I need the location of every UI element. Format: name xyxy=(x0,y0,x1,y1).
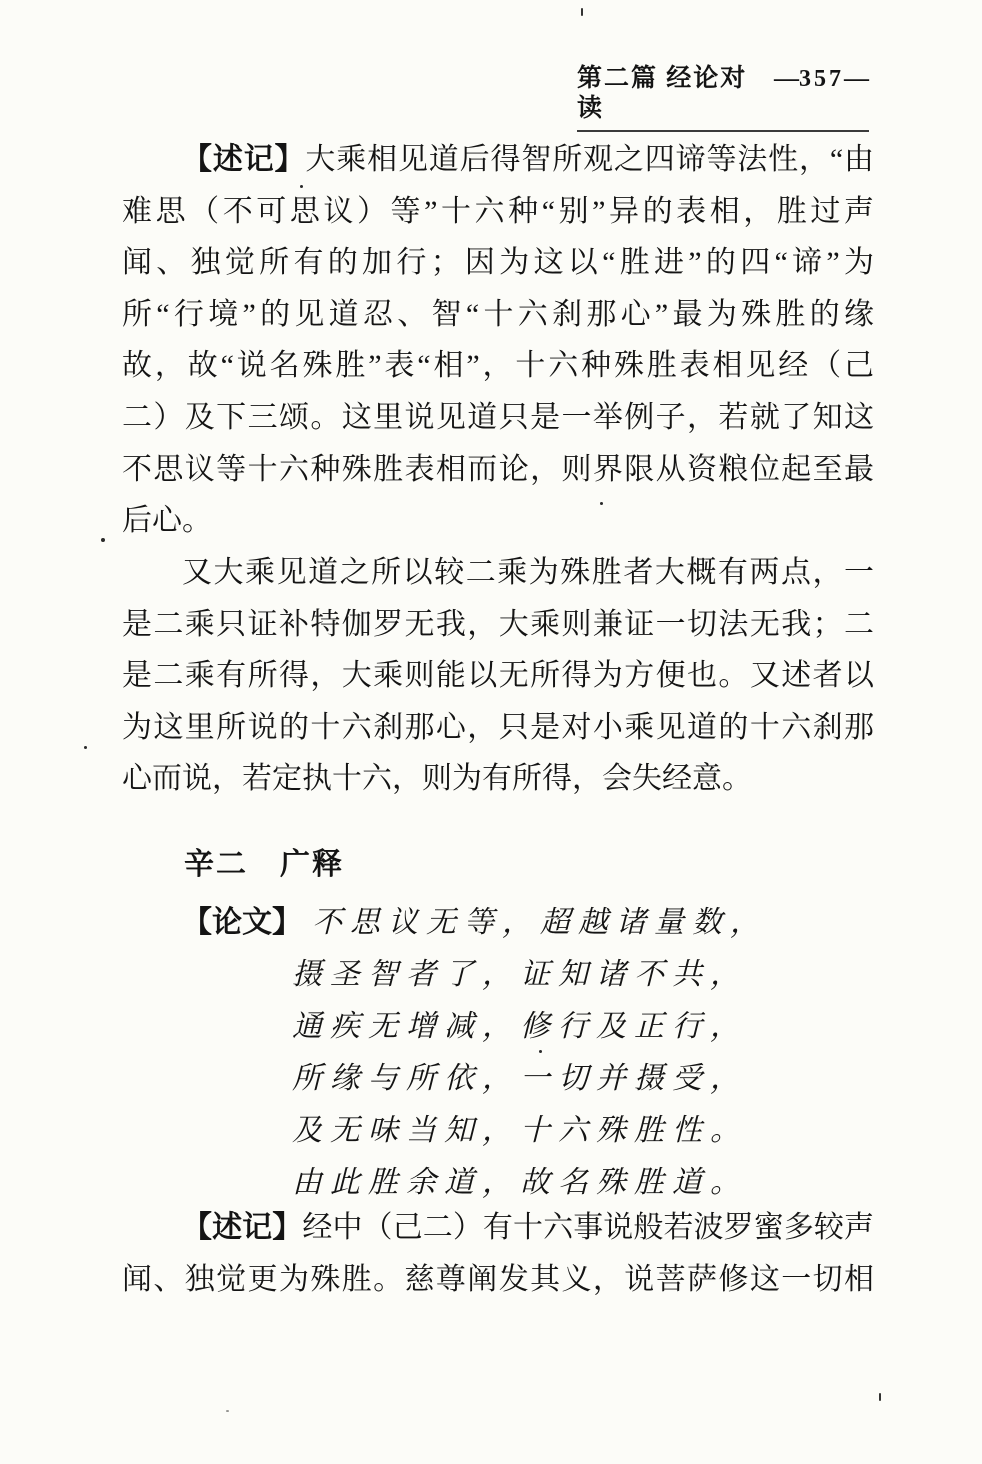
verse-line: 所缘与所依，一切并摄受， xyxy=(292,1062,748,1095)
verse-line: 摄圣智者了，证知诸不共， xyxy=(292,958,748,991)
text-line: 后心。 xyxy=(122,504,212,538)
text-line: 故，故“说名殊胜”表“相”，十六种殊胜表相见经（己 xyxy=(122,349,874,383)
scan-speck xyxy=(539,1050,542,1053)
text-line: 为这里所说的十六刹那心，只是对小乘见道的十六刹那 xyxy=(122,710,874,744)
shuji-label: 【述记】 xyxy=(182,1211,303,1244)
header-dash-right: — xyxy=(844,65,869,92)
text-line: 心而说，若定执十六，则为有所得，会失经意。 xyxy=(122,762,752,796)
text-line xyxy=(122,1202,874,1254)
scan-speck xyxy=(101,538,105,542)
running-header xyxy=(577,64,869,132)
text-line: 不思议等十六种殊胜表相而论，则界限从资粮位起至最 xyxy=(122,452,874,486)
text-line: 是二乘有所得，大乘则能以无所得为方便也。又述者以 xyxy=(122,659,874,693)
verse-line: 由此胜余道，故名殊胜道。 xyxy=(292,1166,748,1199)
scan-speck xyxy=(879,1393,881,1401)
verse-line: 通疾无增减，修行及正行， xyxy=(292,1010,748,1043)
scan-speck xyxy=(226,1410,229,1412)
header-title: 第二篇 经论对读 xyxy=(577,65,748,122)
text-line: 又大乘见道之所以较二乘为殊胜者大概有两点，一 xyxy=(182,556,874,589)
paragraph-shuji-2 xyxy=(122,1202,874,1305)
scan-speck xyxy=(300,185,303,188)
text-line: 所“行境”的见道忍、智“十六刹那心”最为殊胜的缘 xyxy=(122,297,874,331)
header-dash-left: — xyxy=(774,65,799,92)
shuji-label: 【述记】 xyxy=(182,143,306,176)
lunwen-label: 【论文】 xyxy=(182,906,302,939)
text-line-content: 经中（己二）有十六事说般若波罗蜜多较声 xyxy=(302,1211,875,1244)
scan-speck xyxy=(600,502,603,505)
page-number: 357 xyxy=(799,66,844,92)
text-line: 二）及下三颂。这里说见道只是一举例子，若就了知这 xyxy=(122,400,874,434)
text-line: 是二乘只证补特伽罗无我，大乘则兼证一切法无我；二 xyxy=(122,607,874,641)
verse-line: 及无味当知，十六殊胜性。 xyxy=(292,1114,748,1147)
text-line: 闻、独觉所有的加行；因为这以“胜进”的四“谛”为 xyxy=(122,246,874,280)
verse-line xyxy=(122,897,874,949)
scan-speck xyxy=(84,746,87,749)
text-line xyxy=(122,134,874,186)
paragraph-shuji-1 xyxy=(122,134,874,547)
section-heading: 辛二 广释 xyxy=(184,848,344,881)
verse-line-content: 不思议无等，超越诸量数， xyxy=(312,906,768,939)
lunwen-verse-block xyxy=(122,897,874,1209)
paragraph-2 xyxy=(122,547,874,805)
text-line-content: 大乘相见道后得智所观之四谛等法性，“由 xyxy=(305,143,874,176)
text-line: 难思（不可思议）等”十六种“别”异的表相，胜过声 xyxy=(122,194,874,228)
text-line: 闻、独觉更为殊胜。慈尊阐发其义，说菩萨修这一切相 xyxy=(122,1262,874,1296)
scan-speck xyxy=(581,8,583,16)
